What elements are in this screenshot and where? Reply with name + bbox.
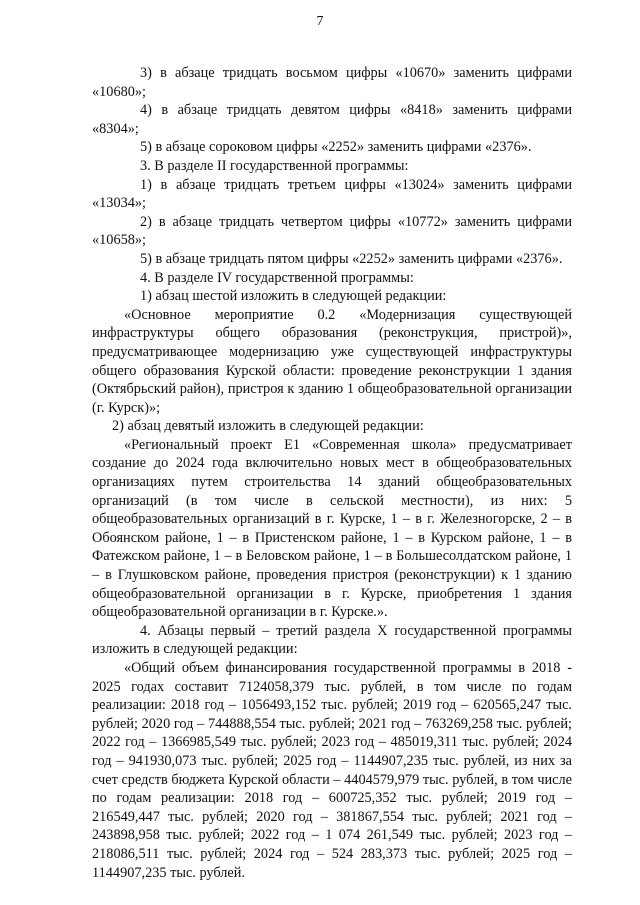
quoted-text: «Региональный проект Е1 «Современная школа» предусматривает создание до 2024 года включительно новых мест в общеобразовательных организациях путем строительства 14 зданий общеобразовательных организаций (в том числе в сельской местности), из них: 5 общеобразовательных организаций в г. Курске, 1 – в г. Железногорске, 2 – в Обоянском районе, 1 – в Пристенском районе, 1 – в Курском районе, 1 – в Фатежском районе, 1 – в Беловском районе, 1 – в Большесолдатском районе, 1 – в Глушковском районе, проведения пристроя (реконструкции) к 1 зданию общеобразовательной организации в г. Курске, приобретения 1 здания общеобразовательной организации в г. Курске.». (92, 436, 572, 621)
quoted-text: «Общий объем финансирования государственной программы в 2018 - 2025 годах составит 7124058,379 тыс. рублей, в том числе по годам реализации: 2018 год – 1056493,152 тыс. рублей; 2019 год – 620565,247 тыс. рублей; 2020 год – 744888,554 тыс. рублей; 2021 год – 763269,258 тыс. рублей; 2022 год – 1366985,549 тыс. рублей; 2023 год – 485019,311 тыс. рублей; 2024 год – 941930,073 тыс. рублей; 2025 год – 1144907,235 тыс. рублей, из них за счет средств бюджета Курской области – 4404579,979 тыс. рублей, в том числе по годам реализации: 2018 год – 600725,352 тыс. рублей; 2019 год – 216549,447 тыс. рублей; 2020 год – 381867,554 тыс. рублей; 2021 год – 243898,958 тыс. рублей; 2022 год – 1 074 261,549 тыс. рублей; 2023 год – 218086,511 тыс. рублей; 2024 год – 524 283,373 тыс. рублей; 2025 год – 1144907,235 тыс. рублей. (92, 660, 572, 881)
amendment-paragraph: 4) в абзаце тридцать девятом цифры «8418» заменить цифрами «8304»; (92, 102, 572, 137)
page-number: 7 (316, 14, 324, 29)
amendment-paragraph: 3) в абзаце тридцать восьмом цифры «10670» заменить цифрами «10680»; (92, 65, 572, 100)
amendment-paragraph: 2) абзац девятый изложить в следующей редакции: (112, 418, 424, 435)
quoted-text: «Основное мероприятие 0.2 «Модернизация существующей инфраструктуры общего образования (реконструкция, пристрой)», предусматривающее модернизацию уже существующей инфраструктуры общего образования Курской области: проведение реконструкции 1 здания (Октябрьский район), пристроя к зданию 1 общеобразовательной организации (г. Курск)»; (92, 306, 572, 416)
section-heading: 3. В разделе II государственной программы: (140, 157, 409, 174)
document-body (92, 64, 572, 882)
amendment-paragraph: 5) в абзаце сороковом цифры «2252» заменить цифрами «2376». (140, 139, 532, 156)
amendment-paragraph: 1) в абзаце тридцать третьем цифры «13024» заменить цифрами «13034»; (92, 176, 572, 212)
amendment-paragraph: 2) в абзаце тридцать четвертом цифры «10772» заменить цифрами «10658»; (92, 213, 572, 249)
amendment-paragraph: 5) в абзаце тридцать пятом цифры «2252» заменить цифрами «2376». (140, 250, 563, 267)
section-heading: 4. В разделе IV государственной программы: (140, 269, 414, 286)
section-heading: 4. Абзацы первый – третий раздела X государственной программы изложить в следующей редакции: (92, 622, 572, 658)
amendment-paragraph: 1) абзац шестой изложить в следующей редакции: (140, 288, 447, 305)
